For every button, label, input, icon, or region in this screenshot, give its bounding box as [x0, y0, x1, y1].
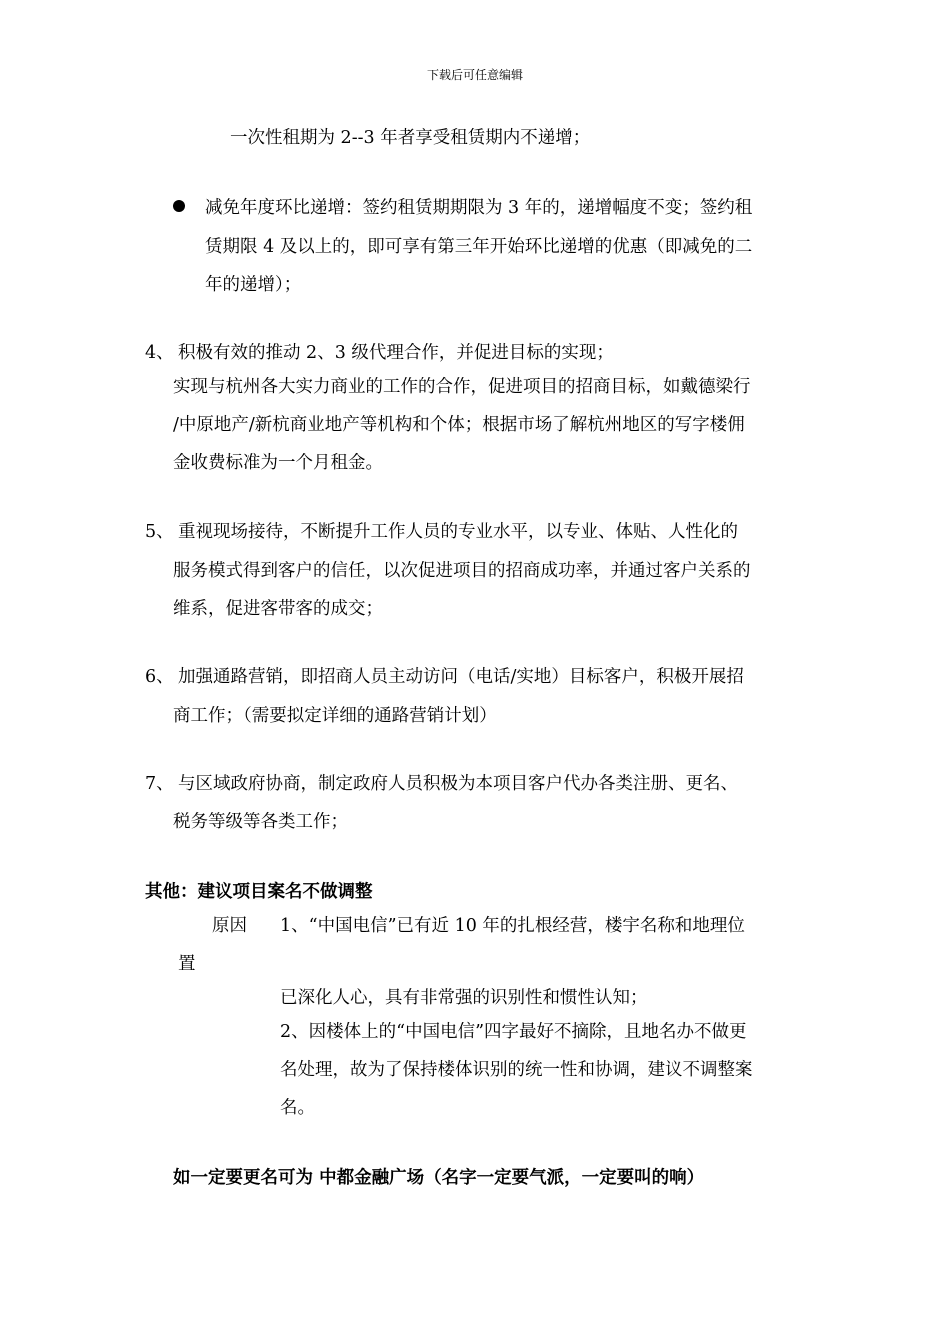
reason-line-2: 2、因楼体上的“中国电信”四字最好不摘除，且地名办不做更: [280, 1022, 747, 1042]
item6-line-1: 商工作；（需要拟定详细的通路营销计划）: [173, 706, 497, 726]
reason-line-wrap: 置: [178, 954, 196, 974]
reason-label: 原因: [212, 916, 247, 936]
bullet-line-1: 减免年度环比递增：签约租赁期期限为 3 年的，递增幅度不变；签约租: [205, 198, 753, 218]
item4-number: 4、: [145, 343, 174, 363]
item6-title: 加强通路营销，即招商人员主动访问（电话/实地）目标客户，积极开展招: [178, 667, 744, 687]
bullet-line-2: 赁期限 4 及以上的，即可享有第三年开始环比递增的优惠（即减免的二: [205, 237, 753, 257]
reason-line-3: 名处理，故为了保持楼体识别的统一性和协调，建议不调整案: [280, 1060, 753, 1080]
reason-line-1: 已深化人心，具有非常强的识别性和惯性认知；: [280, 988, 648, 1008]
item5-title: 重视现场接待，不断提升工作人员的专业水平，以专业、体贴、人性化的: [178, 522, 738, 542]
intro-line: 一次性租期为 2--3 年者享受租赁期内不递增；: [230, 128, 591, 148]
item4-line-2: /中原地产/新杭商业地产等机构和个体；根据市场了解杭州地区的写字楼佣: [173, 415, 745, 435]
bullet-dot-icon: [173, 200, 185, 212]
item4-title: 积极有效的推动 2、3 级代理合作，并促进目标的实现；: [178, 343, 614, 363]
item5-number: 5、: [145, 522, 174, 542]
item5-line-1: 服务模式得到客户的信任，以次促进项目的招商成功率，并通过客户关系的: [173, 561, 751, 581]
item7-title: 与区域政府协商，制定政府人员积极为本项目客户代办各类注册、更名、: [178, 774, 738, 794]
bullet-line-3: 年的递增）；: [205, 275, 302, 295]
item7-line-1: 税务等级等各类工作；: [173, 812, 348, 832]
reason-line-first: 1、“中国电信”已有近 10 年的扎根经营，楼宇名称和地理位: [280, 916, 745, 936]
reason-line-4: 名。: [280, 1098, 315, 1118]
item5-line-2: 维系，促进客带客的成交；: [173, 599, 383, 619]
page-header: 下载后可任意编辑: [426, 68, 523, 82]
item4-line-1: 实现与杭州各大实力商业的工作的合作，促进项目的招商目标，如戴德梁行: [173, 377, 751, 397]
item4-line-3: 金收费标准为一个月租金。: [173, 453, 383, 473]
item6-number: 6、: [145, 667, 174, 687]
other-heading: 其他：建议项目案名不做调整: [145, 882, 373, 902]
item7-number: 7、: [145, 774, 174, 794]
rename-suggestion: 如一定要更名可为 中都金融广场（名字一定要气派，一定要叫的响）: [173, 1168, 705, 1188]
